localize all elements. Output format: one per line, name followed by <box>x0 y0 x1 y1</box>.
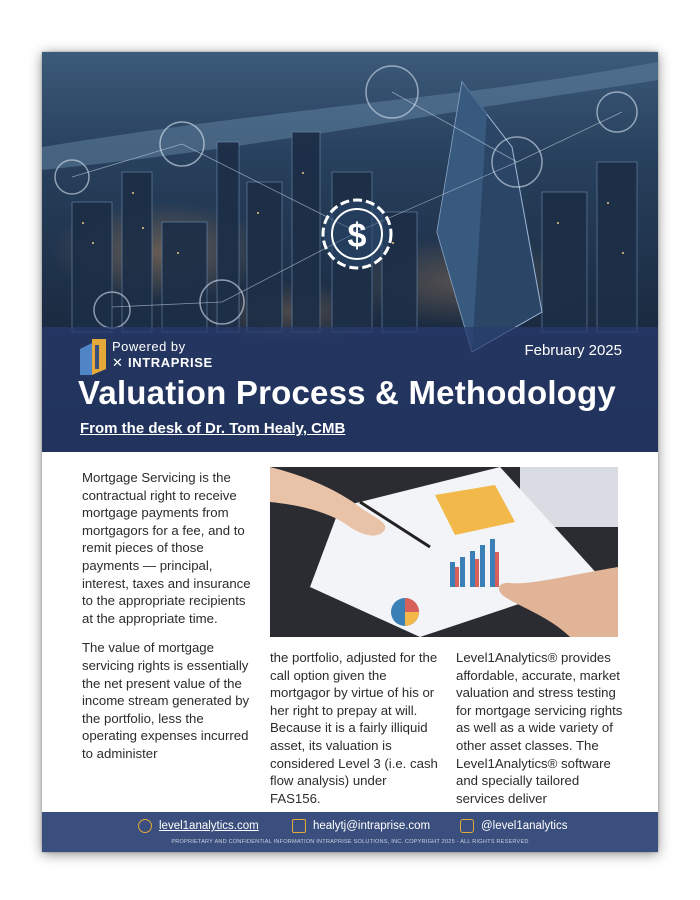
website-link-item[interactable] <box>138 819 259 833</box>
envelope-icon <box>292 819 306 833</box>
handshake-icon <box>460 819 474 833</box>
email-link[interactable]: healytj@intraprise.com <box>313 820 431 832</box>
footer-bar <box>42 812 658 852</box>
paragraph: Level1Analytics® provides affordable, accurate, market valuation and stress testing for mortgage servicing rights as well as a wide variety of other asset classes. The Level1Analytics® software and specially tailored services deliver <box>456 650 623 806</box>
svg-text:$: $ <box>347 217 367 255</box>
paragraph: Mortgage Servicing is the contractual right to receive mortgage payments from mortgagors for a fee, and to remit pieces of those payments — principal, interest, taxes and insurance to the appropriate recipients at the appropriate time. <box>82 470 251 626</box>
dollar-icon <box>323 200 391 268</box>
paragraph: the portfolio, adjusted for the call option given the mortgagor by virtue of his or her right to prepay at will. Because it is a fairly illiquid asset, its valuation is considered Level 3 (i.e. cash flow analysis) under FAS156. <box>270 650 438 806</box>
column-3 <box>456 649 626 819</box>
paragraph: The value of mortgage servicing rights is essentially the net present value of the income stream generated by the portfolio, less the operating expenses incurred to administer <box>82 640 250 761</box>
level1-logo <box>80 339 106 375</box>
social-handle[interactable]: @level1analytics <box>481 820 568 832</box>
intraprise-brand <box>112 355 213 371</box>
column-1 <box>82 469 252 775</box>
social-item[interactable] <box>460 819 567 833</box>
legal-notice: PROPRIETARY AND CONFIDENTIAL INFORMATION INTRAPRISE SOLUTIONS, INC. COPYRIGHT 2025 - ALL RIGHTS RESERVED <box>171 839 529 845</box>
issue-date: February 2025 <box>524 342 622 359</box>
author-byline: From the desk of Dr. Tom Healy, CMB <box>80 420 346 437</box>
email-item[interactable] <box>292 819 430 833</box>
website-link[interactable]: level1analytics.com <box>159 820 259 832</box>
column-2 <box>270 649 440 819</box>
powered-by-label: Powered by <box>112 339 186 354</box>
analysis-photo <box>270 467 618 637</box>
brand-name: INTRAPRISE <box>128 355 213 370</box>
page-title: Valuation Process & Methodology <box>78 374 616 411</box>
intraprise-logo-icon: ✕ <box>112 355 124 370</box>
globe-icon <box>138 819 152 833</box>
newsletter-page <box>42 52 658 852</box>
